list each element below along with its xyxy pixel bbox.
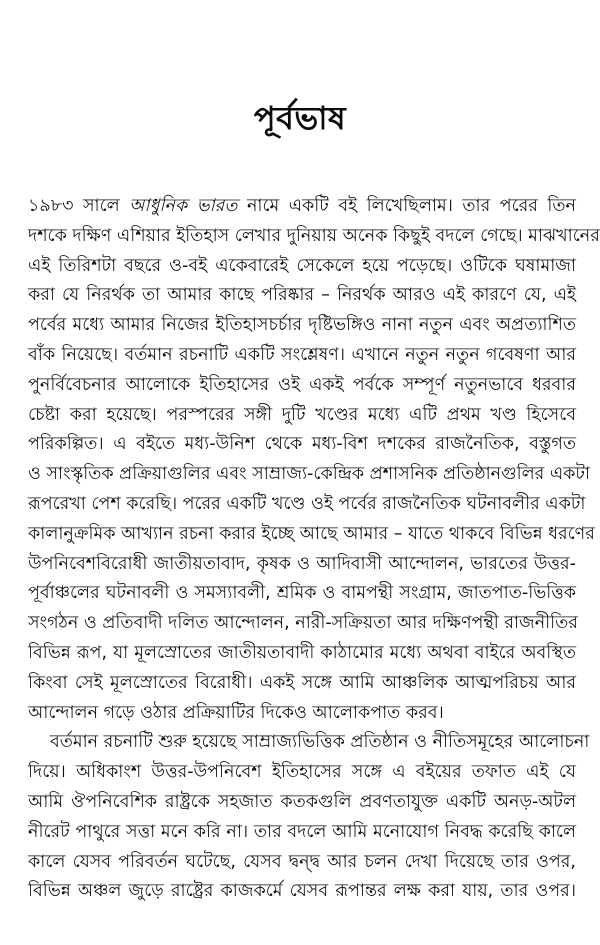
page-title: পূর্বভাষ [253,99,347,137]
text-line: কালানুক্রমিক আখ্যান রচনা করার ইচ্ছে আছে আমার – যাতে থাকবে বিভিন্ন ধরণের [28,523,595,544]
text-line: নীরেট পাথুরে সত্তা মনে করি না। তার বদলে আমি মনোযোগ নিবদ্ধ করেছি কালে [28,821,576,842]
text-line: সংগঠন ও প্রতিবাদী দলিত আন্দোলন, নারী-সক্রিয়তা আর দক্ষিণপন্থী রাজনীতির [28,613,578,634]
text-line: পুনর্বিবেচনার আলোকে ইতিহাসের ওই একই পর্বকে সম্পূর্ণ নতুনভাবে ধরবার [28,374,576,395]
text-line: এই তিরিশটা বছরে ও-বই একেবারেই সেকেলে হয়ে পড়েছে। ওটিকে ঘষামাজা [28,255,576,276]
text-line: আমি ঔপনিবেশিক রাষ্ট্রকে সহজাত কতকগুলি প্রবণতাযুক্ত একটি অনড়-অটল [28,791,576,812]
text-line: ও সাংস্কৃতিক প্রক্রিয়াগুলির এবং সাম্রাজ্য-কেন্দ্রিক প্রশাসনিক প্রতিষ্ঠানগুলির একটা [28,464,591,485]
preface-body [28,192,600,907]
text-line: উপনিবেশবিরোধী জাতীয়তাবাদ, কৃষক ও আদিবাসী আন্দোলন, ভারতের উত্তর- [28,553,576,574]
text-line: চেষ্টা করা হয়েছে। পরস্পরের সঙ্গী দুটি খণ্ডের মধ্যে এটি প্রথম খণ্ড হিসেবে [28,404,576,425]
text-line: দশকে দক্ষিণ এশিয়ার ইতিহাস লেখার দুনিয়ায় অনেক কিছুই বদলে গেছে। মাঝখানের [28,225,600,246]
text-line: পূর্বাঞ্চলের ঘটনাবলী ও সমস্যাবলী, শ্রমিক ও বামপন্থী সংগ্রাম, জাতপাত-ভিত্তিক [28,583,576,604]
text-line: কালে যেসব পরিবর্তন ঘটেছে, যেসব দ্বন্দ্ব আর চলন দেখা দিয়েছে তার ওপর, [28,851,576,872]
text-line: দিয়ে। অধিকাংশ উত্তর-উপনিবেশ ইতিহাসের সঙ্গে এ বইয়ের তফাত এই যে [28,762,576,783]
paragraph-1 [28,192,600,728]
text-line: বাঁক নিয়েছে। বর্তমান রচনাটি একটি সংশ্লেষণ। এখানে নতুন নতুন গবেষণা আর [28,344,576,365]
text-line: পর্বের মধ্যে আমার নিজের ইতিহাসচর্চার দৃষ্টিভঙ্গিও নানা নতুন এবং অপ্রত্যাশিত [28,315,576,336]
text-line: রূপরেখা পেশ করেছি। পরের একটি খণ্ডে ওই পর্বের রাজনৈতিক ঘটনাবলীর একটা [28,493,586,514]
text-line: বর্তমান রচনাটি শুরু হয়েছে সাম্রাজ্যভিত্তিক প্রতিষ্ঠান ও নীতিসমূহের আলোচনা [50,732,590,753]
text-line: ১৯৮৩ সালে আধুনিক ভারত নামে একটি বই লিখেছিলাম। তার পরের তিন [28,196,577,216]
paragraph-2 [28,728,590,907]
text-line: করা যে নিরর্থক তা আমার কাছে পরিষ্কার – নিরর্থক আরও এই কারণে যে, এই [28,285,576,306]
text-line: বিভিন্ন অঞ্চল জুড়ে রাষ্ট্রের কাজকর্মে যেসব রূপান্তর লক্ষ করা যায়, তার ওপর। [28,881,576,902]
book-title-italic: আধুনিক ভারত [129,196,238,216]
text-line: পরিকল্পিত। এ বইতে মধ্য-উনিশ থেকে মধ্য-বিশ দশকের রাজনৈতিক, বস্তুগত [28,434,576,455]
text-line: কিংবা সেই মূলস্রোতের বিরোধী। একই সঙ্গে আমি আঞ্চলিক আত্মপরিচয় আর [28,672,576,693]
text-line: বিভিন্ন রূপ, যা মূলস্রোতের জাতীয়তাবাদী কাঠামোর মধ্যে অথবা বাইরে অবস্থিত [28,642,576,663]
text-line: আন্দোলন গড়ে ওঠার প্রক্রিয়াটির দিকেও আলোকপাত করব। [28,702,444,723]
